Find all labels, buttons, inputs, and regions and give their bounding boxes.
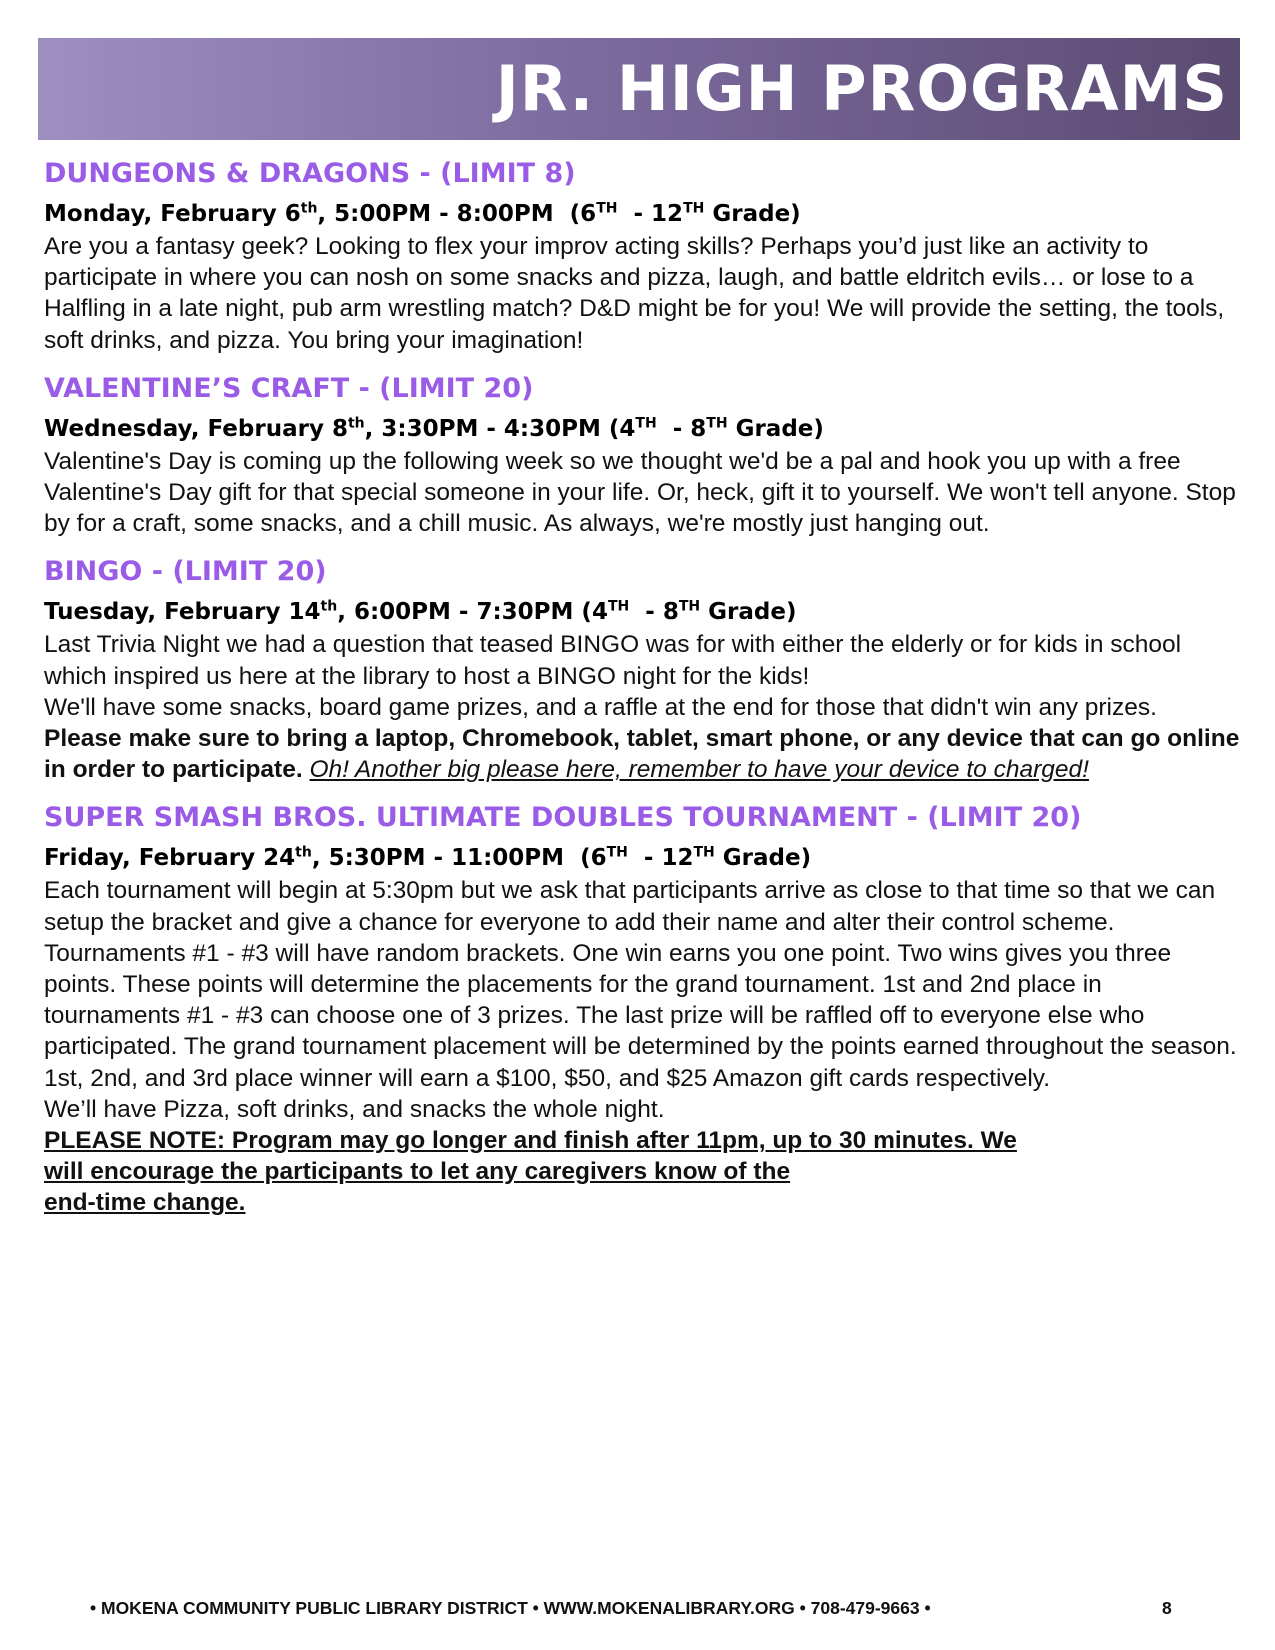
- charge-reminder: Oh! Another big please here, remember to have your device to charged!: [309, 756, 1089, 784]
- grade-to-suffix: TH: [678, 598, 701, 615]
- description-paragraph: Each tournament will begin at 5:30pm but we ask that participants arrive as close to that time so that we can setup the bracket and give a chance for everyone to add their name and alter their control scheme.: [44, 877, 1216, 936]
- month: February: [207, 415, 324, 442]
- page-banner: [38, 38, 1240, 140]
- program-bingo: [44, 553, 1240, 785]
- day: Friday: [44, 845, 122, 872]
- description-paragraph: Tournaments #1 - #3 will have random brackets. One win earns you one point. Two wins gives you three points. These points will determine the placements for the grand tournament. 1st and 2nd place in tournaments #1 - #3 can choose one of 3 prizes. The last prize will be raffled off to everyone else who participated. The grand tournament placement will be determined by the points earned throughout the season.: [44, 939, 1237, 1061]
- grade-word: Grade: [712, 201, 791, 227]
- month: February: [164, 599, 281, 626]
- date: 24: [263, 845, 296, 872]
- grade-word: Grade: [735, 415, 814, 442]
- page-title: JR. HIGH PROGRAMS: [495, 52, 1228, 125]
- footer-contact: • MOKENA COMMUNITY PUBLIC LIBRARY DISTRICT • WWW.MOKENALIBRARY.ORG • 708-479-9663 •: [90, 1598, 931, 1618]
- program-description: [44, 629, 1240, 785]
- program-dateline: Wednesday, February 8th, 3:30PM - 4:30PM (4TH - 8TH Grade): [44, 415, 824, 442]
- program-list: [44, 155, 1240, 1233]
- grade-from-suffix: TH: [607, 598, 630, 615]
- date-suffix: th: [320, 598, 338, 615]
- description-paragraph: 1st, 2nd, and 3rd place winner will earn a $100, $50, and $25 Amazon gift cards respectively.: [44, 1064, 1051, 1092]
- description-paragraph: Are you a fantasy geek? Looking to flex your improv acting skills? Perhaps you’d just like an activity to participate in where you can nosh on some snacks and pizza, laugh, and battle eldritch evils… or lose to a Halfling in a late night, pub arm wrestling match? D&D might be for you! We will provide the setting, the tools, soft drinks, and pizza. You bring your imagination!: [44, 233, 1225, 354]
- grade-to: 8: [690, 415, 707, 442]
- day: Monday: [44, 201, 144, 227]
- program-heading: BINGO - (LIMIT 20): [44, 556, 327, 588]
- grade-to-suffix: TH: [693, 844, 715, 861]
- grade-word: Grade: [708, 599, 786, 626]
- grade-from: 6: [590, 845, 607, 872]
- program-dateline: Monday, February 6th, 5:00PM - 8:00PM (6TH - 12TH Grade): [44, 200, 801, 227]
- date-suffix: th: [347, 415, 365, 432]
- requirement-note: Please make sure to bring a laptop, Chromebook, tablet, smart phone, or any device that can go online in order to participate.: [44, 725, 1240, 784]
- program-heading: SUPER SMASH BROS. ULTIMATE DOUBLES TOURNAMENT - (LIMIT 20): [44, 802, 1082, 834]
- grade-to-suffix: TH: [706, 415, 728, 432]
- date: 6: [284, 201, 301, 227]
- program-dateline: Tuesday, February 14th, 6:00PM - 7:30PM (4TH - 8TH Grade): [44, 598, 797, 626]
- date: 14: [288, 599, 321, 626]
- program-description: [44, 231, 1240, 356]
- time-range: 5:00PM - 8:00PM: [334, 201, 554, 227]
- note-line: will encourage the participants to let any caregivers know of the: [44, 1158, 791, 1186]
- time-range: 6:00PM - 7:30PM: [353, 599, 574, 626]
- program-smash-bros-tournament: [44, 799, 1240, 1218]
- grade-from-suffix: TH: [596, 200, 618, 217]
- grade-to: 12: [661, 845, 694, 872]
- note-line: PLEASE NOTE: Program may go longer and finish after 11pm, up to 30 minutes. We: [44, 1127, 1017, 1155]
- day: Tuesday: [44, 599, 148, 626]
- program-dungeons-dragons: [44, 155, 1240, 356]
- please-note: [44, 1125, 1240, 1219]
- page-number: 8: [1162, 1598, 1172, 1618]
- note-line: end-time change.: [44, 1189, 246, 1217]
- month: February: [160, 201, 277, 227]
- date-suffix: th: [295, 844, 312, 861]
- time-range: 3:30PM - 4:30PM: [381, 415, 601, 442]
- month: February: [138, 845, 256, 872]
- date-suffix: th: [300, 200, 318, 217]
- grade-from: 6: [580, 201, 597, 227]
- description-paragraph: We’ll have Pizza, soft drinks, and snacks the whole night.: [44, 1095, 665, 1123]
- description-paragraph: [44, 692, 1240, 786]
- date: 8: [331, 415, 348, 442]
- program-valentines-craft: [44, 370, 1240, 540]
- program-description: [44, 875, 1240, 1218]
- grade-from: 4: [591, 599, 608, 626]
- grade-to-suffix: TH: [683, 200, 705, 217]
- program-heading: DUNGEONS & DRAGONS - (LIMIT 8): [44, 158, 576, 189]
- grade-to: 12: [651, 201, 684, 227]
- time-range: 5:30PM - 11:00PM: [328, 845, 565, 872]
- grade-word: Grade: [722, 845, 801, 872]
- grade-to: 8: [662, 599, 679, 626]
- day: Wednesday: [44, 415, 191, 442]
- grade-from-suffix: TH: [606, 844, 628, 861]
- program-heading: VALENTINE’S CRAFT - (LIMIT 20): [44, 372, 534, 404]
- program-dateline: Friday, February 24th, 5:30PM - 11:00PM (6TH - 12TH Grade): [44, 844, 812, 872]
- description-text: We'll have some snacks, board game prizes, and a raffle at the end for those that didn't win any prizes.: [44, 693, 1157, 721]
- grade-from: 4: [619, 415, 636, 442]
- description-paragraph: Valentine's Day is coming up the following week so we thought we'd be a pal and hook you up with a free Valentine's Day gift for that special someone in your life. Or, heck, gift it to yourself. We won't tell anyone. Stop by for a craft, some snacks, and a chill music. As always, we're mostly just hanging out.: [44, 447, 1236, 538]
- grade-from-suffix: TH: [635, 415, 657, 432]
- program-description: [44, 446, 1240, 540]
- description-paragraph: Last Trivia Night we had a question that teased BINGO was for with either the elderly or for kids in school which inspired us here at the library to host a BINGO night for the kids!: [44, 631, 1182, 690]
